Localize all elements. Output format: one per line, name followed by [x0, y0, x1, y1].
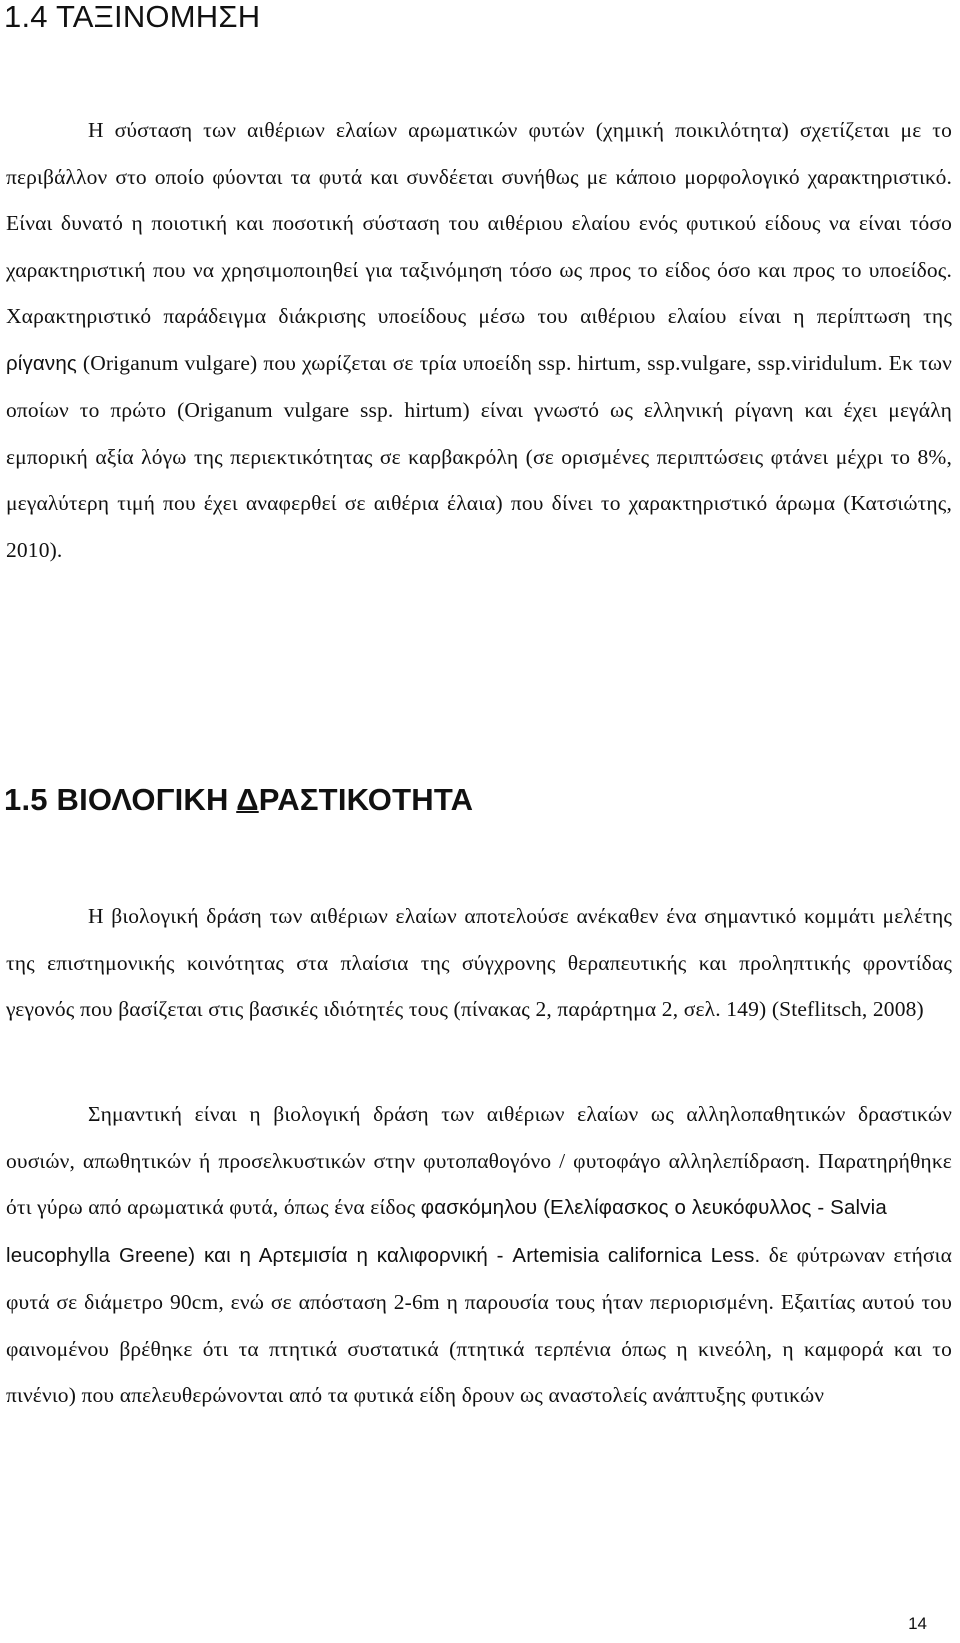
paragraph-text: Η σύσταση των αιθέριων ελαίων αρωματικών φυτών (χημική ποικιλότητα) σχετίζεται με το περιβάλλον στο οποίο φύονται τα φυτά και συνδέεται συνήθως με κάποιο μορφολογικό χαρακτηριστικό. Είναι δυνατό η ποιοτική και ποσοτική σύσταση του αιθέριου ελαίου ενός φυτικού είδους να είναι τόσο χαρακτηριστική που να χρησιμοποιηθεί για ταξινόμηση τόσο ως προς το είδος όσο και προς το υποείδος. Χαρακτηριστικό παράδειγμα διάκρισης υποείδους μέσω του αιθέριου ελαίου είναι η περίπτωση της — [6, 118, 952, 328]
paragraph-text: δε φύτρωναν ετήσια φυτά σε διάμετρο 90cm, ενώ σε απόσταση 2-6m η παρουσία τους ήταν περιορισμένη. Εξαιτίας αυτού του φαινομένου βρέθηκε ότι τα πτητικά συστατικά (πτητικά τερπένια όπως η κινεόλη, η καμφορά και το πινένιο) που απελευθερώνονται από τα φυτικά είδη δρουν ως αναστολείς ανάπτυξης φυτικών — [6, 1242, 952, 1407]
salvia-term: φασκόμηλου (Ελελίφασκος ο λευκόφυλλος - Salvia — [420, 1196, 887, 1219]
paragraph-allelopathy — [6, 1091, 952, 1419]
oregano-term: ρίγανης — [6, 351, 77, 375]
artemisia-term: leucophylla Greene) και η Αρτεμισία η καλιφορνική - Artemisia californica Less. — [6, 1243, 761, 1267]
paragraph-classification — [6, 107, 952, 573]
heading-text: ΡΑΣΤΙΚΟΤΗΤΑ — [258, 782, 474, 817]
paragraph-text: Σημαντική είναι η βιολογική δράση των αιθέριων ελαίων ως αλληλοπαθητικών δραστικών ουσιών, απωθητικών ή προσελκυστικών στην φυτοπαθογόνο / φυτοφάγο αλληλεπίδραση. Παρατηρήθηκε ότι γύρω από αρωματικά φυτά, όπως ένα είδος — [6, 1102, 952, 1219]
paragraph-biological-activity: Η βιολογική δράση των αιθέριων ελαίων αποτελούσε ανέκαθεν ένα σημαντικό κομμάτι μελέτης της επιστημονικής κοινότητας στα πλαίσια της σύγχρονης θεραπευτικής και προληπτικής φροντίδας γεγονός που βασίζεται στις βασικές ιδιότητές τους (πίνακας 2, παράρτημα 2, σελ. 149) (Steflitsch, 2008) — [6, 904, 952, 1021]
page-number: 14 — [908, 1614, 927, 1633]
paragraph-text: (Origanum vulgare) που χωρίζεται σε τρία υποείδη ssp. hirtum, ssp.vulgare, ssp.viridulum. Εκ των οποίων το πρώτο (Origanum vulgare ssp. hirtum) είναι γνωστό ως ελληνική ρίγανη και έχει μεγάλη εμπορική αξία λόγω της περιεκτικότητας σε καρβακρόλη (σε ορισμένες περιπτώσεις φτάνει μέχρι το 8%, μεγαλύτερη τιμή που έχει αναφερθεί σε αιθέρια έλαια) που δίνει το χαρακτηριστικό άρωμα (Κατσιώτης, 2010). — [6, 350, 952, 562]
section-heading-1-5 — [4, 780, 473, 820]
section-heading-1-4: 1.4 ΤΑΞΙΝΟΜΗΣΗ — [4, 0, 261, 34]
heading-underlined-letter: Δ — [236, 782, 259, 817]
heading-text: 1.5 ΒΙΟΛΟΓΙΚΗ — [4, 782, 237, 817]
